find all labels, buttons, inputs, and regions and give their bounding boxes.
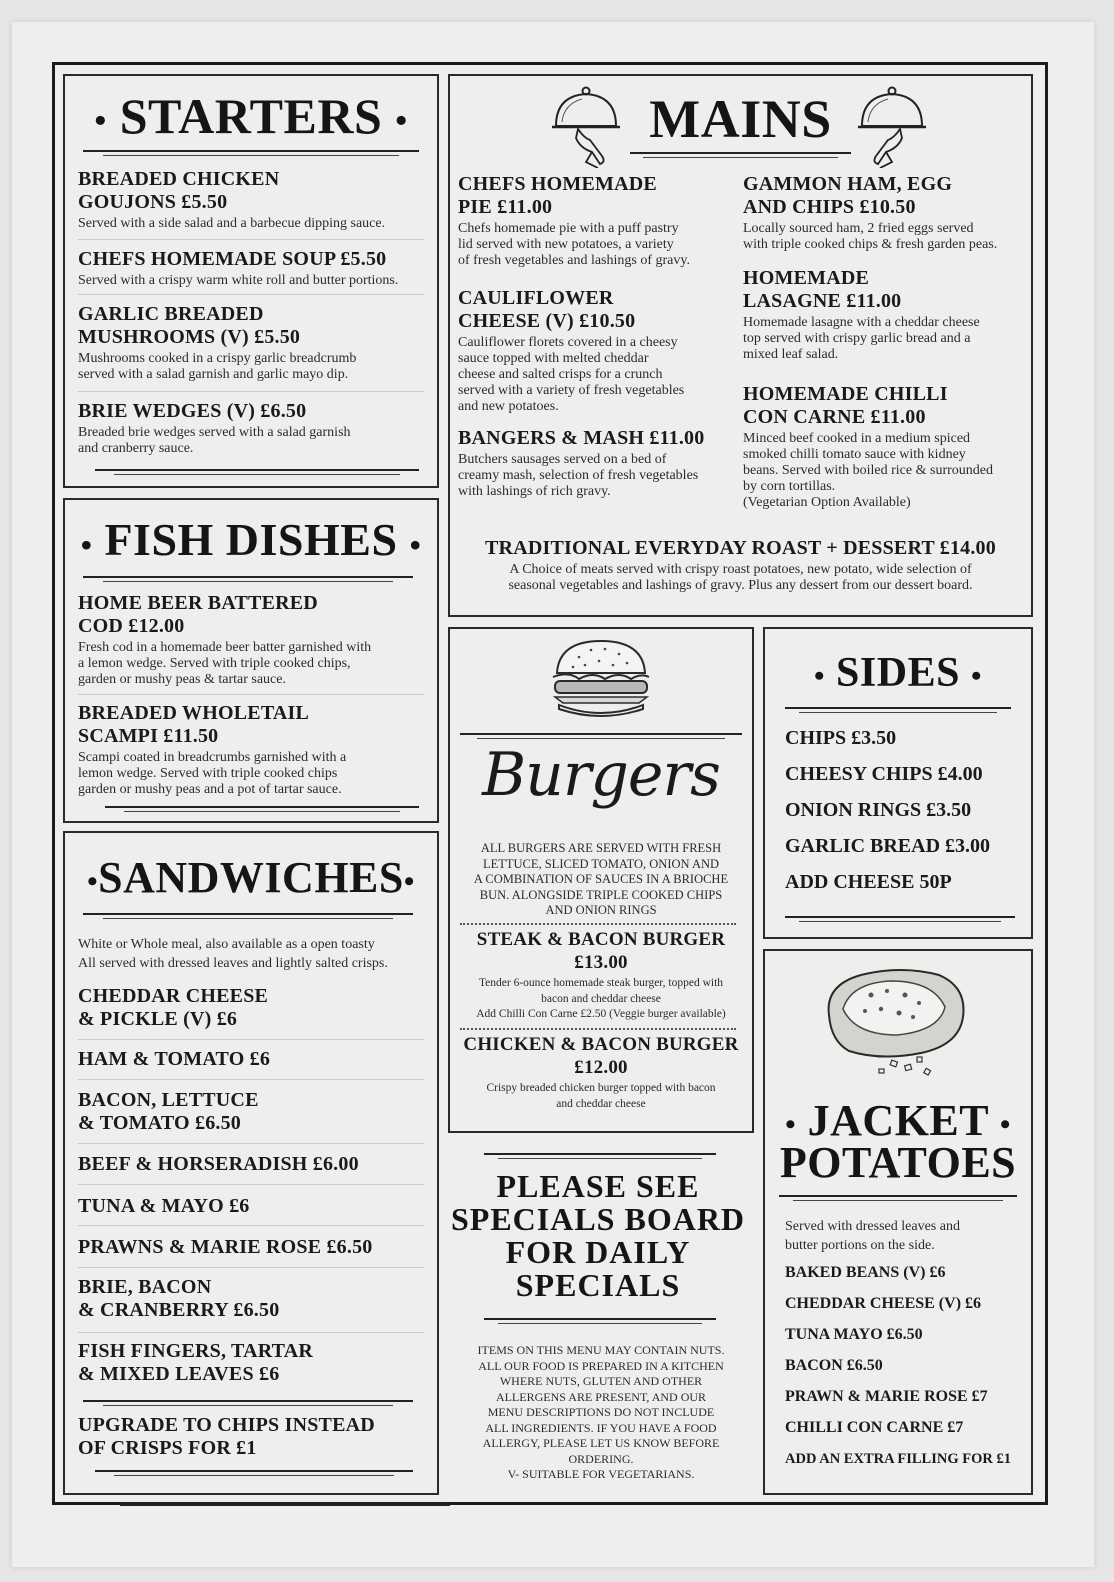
divider xyxy=(78,391,424,392)
menu-item xyxy=(743,383,1033,511)
jacket-item: BAKED BEANS (V) £6 xyxy=(785,1264,946,1281)
allergy-notice: ITEMS ON THIS MENU MAY CONTAIN NUTS. ALL OUR FOOD IS PREPARED IN A KITCHEN WHERE NUTS, GLUTEN AND OTHER ALLERGENS ARE PRESENT, AND OUR MENU DESCRIPTIONS DO NOT INCLUDE ALL INGREDIENTS. IF YOU HAVE A FOOD ALLERGY, PLEASE LET US KNOW BEFORE ORDERING. V- SUITABLE FOR VEGETARIANS. xyxy=(477,1343,725,1481)
burgers-title: Burgers xyxy=(482,740,720,810)
jacket-item: BACON £6.50 xyxy=(785,1357,883,1374)
menu-item xyxy=(458,173,733,269)
divider xyxy=(78,1332,424,1333)
jacket-item: TUNA MAYO £6.50 xyxy=(785,1326,923,1343)
item-description: Served with a side salad and a barbecue dipping sauce. xyxy=(78,216,386,231)
jacket-potato-illustration-icon xyxy=(821,965,971,1081)
divider xyxy=(78,1039,424,1040)
section-bottom-rule xyxy=(95,1470,413,1472)
item-name: CAULIFLOWER CHEESE (V) £10.50 xyxy=(458,287,636,332)
divider xyxy=(78,239,424,240)
roast-item xyxy=(450,537,1031,594)
item-description: Minced beef cooked in a medium spiced smoked chilli tomato sauce with kidney beans. Served with boiled rice & surrounded by corn tortillas. (Vegetarian Option Available) xyxy=(743,431,993,510)
item-name: GAMMON HAM, EGG AND CHIPS £10.50 xyxy=(743,173,953,218)
upgrade-rule xyxy=(83,1400,413,1402)
item-name: TRADITIONAL EVERYDAY ROAST + DESSERT £14.00 xyxy=(485,537,996,559)
sandwich-item: BEEF & HORSERADISH £6.00 xyxy=(78,1153,359,1175)
divider xyxy=(78,1184,424,1185)
item-name: BRIE WEDGES (V) £6.50 xyxy=(78,400,307,422)
item-name: STEAK & BACON BURGER £13.00 xyxy=(476,929,726,973)
dotted-divider xyxy=(460,923,736,925)
divider xyxy=(78,694,424,695)
dotted-divider xyxy=(460,1028,736,1030)
jacket-section xyxy=(763,949,1033,1495)
item-name: CHEFS HOMEMADE PIE £11.00 xyxy=(458,173,657,218)
sandwich-item: BRIE, BACON & CRANBERRY £6.50 xyxy=(78,1276,280,1321)
fish-section xyxy=(63,498,439,823)
sides-section xyxy=(763,627,1033,939)
item-name: BANGERS & MASH £11.00 xyxy=(458,427,705,449)
heading-rule xyxy=(83,150,419,152)
item-description: Fresh cod in a homemade beer batter garnished with a lemon wedge. Served with triple cooked chips, garden or mushy peas & tartar sauce. xyxy=(78,640,372,687)
divider xyxy=(78,1267,424,1268)
divider xyxy=(78,294,424,295)
item-description: Served with a crispy warm white roll and butter portions. xyxy=(78,273,399,288)
section-bottom-rule xyxy=(785,916,1015,918)
menu-item xyxy=(78,168,433,232)
section-bottom-rule xyxy=(95,469,419,471)
sandwich-item: FISH FINGERS, TARTAR & MIXED LEAVES £6 xyxy=(78,1340,314,1385)
item-description: Crispy breaded chicken burger topped with bacon and cheddar cheese xyxy=(486,1082,716,1110)
jacket-heading: • JACKET • xyxy=(785,1096,1011,1145)
divider xyxy=(78,1225,424,1226)
menu-item xyxy=(78,248,438,289)
heading-rule xyxy=(785,707,1011,709)
mains-title: MAINS xyxy=(649,89,832,149)
item-description: Locally sourced ham, 2 fried eggs served with triple cooked chips & fresh garden peas. xyxy=(743,221,998,252)
side-item: CHEESY CHIPS £4.00 xyxy=(785,763,983,785)
sandwich-item: TUNA & MAYO £6 xyxy=(78,1195,250,1217)
item-description: Butchers sausages served on a bed of creamy mash, selection of fresh vegetables with lashings of rich gravy. xyxy=(458,452,699,499)
item-description: Tender 6-ounce homemade steak burger, topped with bacon and cheddar cheese Add Chilli Con Carne £2.50 (Veggie burger available) xyxy=(476,977,726,1020)
burgers-intro: ALL BURGERS ARE SERVED WITH FRESH LETTUCE, SLICED TOMATO, ONION AND A COMBINATION OF SAUCES IN A BRIOCHE BUN. ALONGSIDE TRIPLE COOKED CHIPS AND ONION RINGS xyxy=(473,841,729,917)
item-name: HOME BEER BATTERED COD £12.00 xyxy=(78,592,318,637)
item-description: Breaded brie wedges served with a salad garnish and cranberry sauce. xyxy=(78,425,351,456)
jacket-item: PRAWN & MARIE ROSE £7 xyxy=(785,1388,988,1405)
side-item: GARLIC BREAD £3.00 xyxy=(785,835,991,857)
mains-section xyxy=(448,74,1033,617)
item-name: CHICKEN & BACON BURGER £12.00 xyxy=(463,1034,739,1078)
fish-title: FISH DISHES xyxy=(104,514,398,565)
burgers-section xyxy=(448,627,754,1133)
item-name: BREADED WHOLETAIL SCAMPI £11.50 xyxy=(78,702,310,747)
menu-item xyxy=(458,427,743,500)
jacket-intro: Served with dressed leaves and butter portions on the side. xyxy=(785,1219,960,1253)
jacket-title-line1: JACKET xyxy=(807,1096,989,1145)
specials-text: PLEASE SEE SPECIALS BOARD FOR DAILY SPECIALS xyxy=(450,1168,746,1303)
burger-illustration-icon xyxy=(549,637,653,721)
sandwich-item: PRAWNS & MARIE ROSE £6.50 xyxy=(78,1236,373,1258)
menu-item xyxy=(458,287,733,415)
specials-bottom-rule xyxy=(484,1318,716,1320)
menu-item xyxy=(743,267,1028,363)
sandwiches-title: SANDWICHES xyxy=(98,853,404,902)
menu-item xyxy=(743,173,1033,253)
sandwiches-heading: •SANDWICHES• xyxy=(87,853,415,902)
heading-rule xyxy=(83,913,413,915)
jacket-item: CHEDDAR CHEESE (V) £6 xyxy=(785,1295,982,1312)
menu-item xyxy=(78,400,433,457)
starters-heading: • STARTERS • xyxy=(94,88,408,144)
menu-item xyxy=(78,303,433,383)
frame-bottom-rule xyxy=(120,1503,450,1506)
menu-item xyxy=(78,592,433,688)
sides-heading: • SIDES • xyxy=(814,650,982,696)
side-item: ADD CHEESE 50P xyxy=(785,871,952,893)
heading-rule xyxy=(630,152,851,154)
section-bottom-rule xyxy=(105,806,419,808)
sandwiches-intro: White or Whole meal, also available as a open toasty All served with dressed leaves and lightly salted crisps. xyxy=(78,937,388,971)
divider xyxy=(78,1079,424,1080)
upgrade-note: UPGRADE TO CHIPS INSTEAD OF CRISPS FOR £1 xyxy=(78,1414,375,1459)
jacket-title-line2: POTATOES xyxy=(779,1138,1017,1187)
item-description: Cauliflower florets covered in a cheesy sauce topped with melted cheddar cheese and salted crisps for a crunch served with a variety of fresh vegetables and new potatoes. xyxy=(458,335,685,414)
item-name: HOMEMADE LASAGNE £11.00 xyxy=(743,267,902,312)
fish-heading: • FISH DISHES • xyxy=(80,514,422,565)
sandwich-item: CHEDDAR CHEESE & PICKLE (V) £6 xyxy=(78,985,269,1030)
menu-item xyxy=(78,702,433,798)
sides-title: SIDES xyxy=(836,650,960,696)
item-description: A Choice of meats served with crispy roast potatoes, new potato, wide selection of seasonal vegetables and lashings of gravy. Plus any dessert from our dessert board. xyxy=(508,562,973,593)
item-description: Mushrooms cooked in a crispy garlic breadcrumb served with a salad garnish and garlic mayo dip. xyxy=(78,351,357,382)
item-name: HOMEMADE CHILLI CON CARNE £11.00 xyxy=(743,383,948,428)
heading-rule xyxy=(779,1195,1017,1197)
starters-section xyxy=(63,74,439,488)
heading-rule xyxy=(83,576,413,578)
sandwich-item: HAM & TOMATO £6 xyxy=(78,1048,271,1070)
item-name: CHEFS HOMEMADE SOUP £5.50 xyxy=(78,248,387,270)
item-description: Scampi coated in breadcrumbs garnished with a lemon wedge. Served with triple cooked chips garden or mushy peas and a pot of tartar sauce. xyxy=(78,750,347,797)
item-name: GARLIC BREADED MUSHROOMS (V) £5.50 xyxy=(78,303,301,348)
sandwiches-section xyxy=(63,831,439,1495)
side-item: ONION RINGS £3.50 xyxy=(785,799,972,821)
jacket-item: CHILLI CON CARNE £7 xyxy=(785,1419,964,1436)
starters-title: STARTERS xyxy=(119,88,383,144)
sandwich-item: BACON, LETTUCE & TOMATO £6.50 xyxy=(78,1089,259,1134)
specials-top-rule xyxy=(484,1153,716,1155)
cloche-hand-icon xyxy=(856,82,928,168)
side-item: CHIPS £3.50 xyxy=(785,727,897,749)
item-name: BREADED CHICKEN GOUJONS £5.50 xyxy=(78,168,280,213)
burger-item xyxy=(450,928,752,1023)
burger-item xyxy=(450,1033,752,1112)
item-description: Chefs homemade pie with a puff pastry lid served with new potatoes, a variety of fresh vegetables and lashings of gravy. xyxy=(458,221,690,268)
divider xyxy=(78,1143,424,1144)
jacket-item: ADD AN EXTRA FILLING FOR £1 xyxy=(785,1451,1011,1467)
item-description: Homemade lasagne with a cheddar cheese top served with crispy garlic bread and a mixed leaf salad. xyxy=(743,315,980,362)
